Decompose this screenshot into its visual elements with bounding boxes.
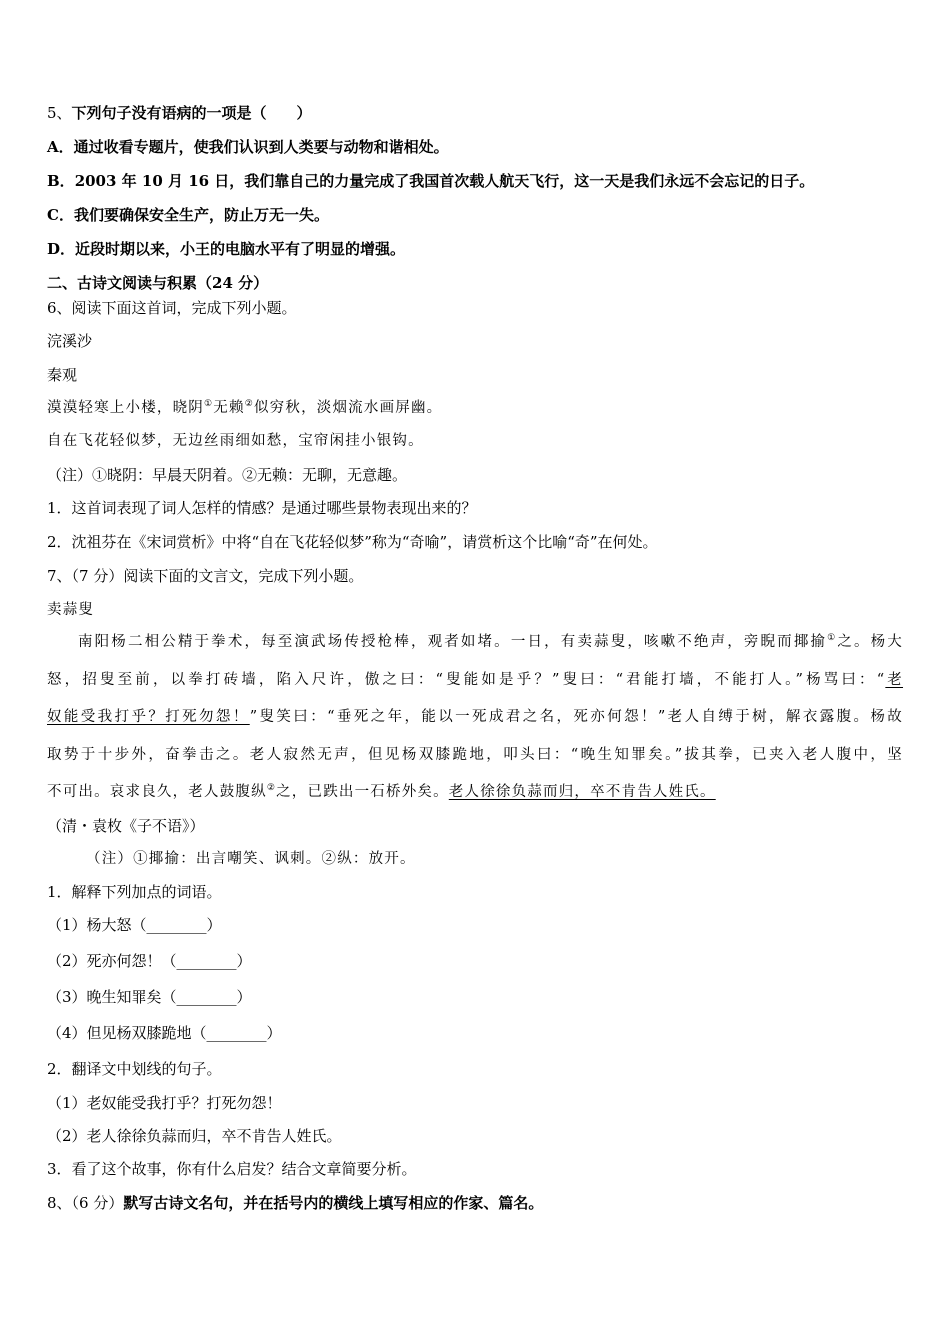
underlined-sentence: 奴能受我打乎？打死勿怨！ bbox=[47, 709, 250, 725]
q7-sub-3: 3．看了这个故事，你有什么启发？结合文章简要分析。 bbox=[47, 1160, 417, 1178]
poem-title: 浣溪沙 bbox=[47, 332, 93, 350]
footnote-marker: ① bbox=[827, 633, 838, 643]
q7-sub-1-item: （1）杨大怒（________） bbox=[47, 916, 222, 934]
poem-note: （注）①晓阴：早晨天阴着。②无赖：无聊，无意趣。 bbox=[47, 466, 408, 484]
q7-sub-1-item: （4）但见杨双膝跪地（________） bbox=[47, 1024, 282, 1042]
footnote-marker: ① bbox=[204, 399, 214, 409]
q7-intro: 7、（7 分）阅读下面的文言文，完成下列小题。 bbox=[47, 567, 364, 585]
passage-title: 卖蒜叟 bbox=[47, 602, 95, 618]
poem-line-1: 漠漠轻寒上小楼，晓阴①无赖②似穷秋，淡烟流水画屏幽。 bbox=[47, 399, 443, 416]
q7-sub-1: 1．解释下列加点的词语。 bbox=[47, 883, 222, 901]
q7-sub-1-item: （3）晚生知罪矣（________） bbox=[47, 988, 252, 1006]
poem-line-2: 自在飞花轻似梦，无边丝雨细如愁，宝帘闲挂小银钩。 bbox=[47, 433, 424, 449]
q5-option-c: C．我们要确保安全生产，防止万无一失。 bbox=[47, 206, 329, 224]
passage-line-4: 取势于十步外，奋拳击之。老人寂然无声，但见杨双膝跪地，叩头曰：“晚生知罪矣。”拔其拳，已夹入老人腹中，坚 bbox=[47, 747, 903, 763]
q8-text: 默写古诗文名句，并在括号内的横线上填写相应的作家、篇名。 bbox=[123, 1194, 544, 1212]
footnote-marker: ② bbox=[244, 399, 254, 409]
poem-author: 秦观 bbox=[47, 366, 78, 384]
q5-option-a: A．通过收看专题片，使我们认识到人类要与动物和谐相处。 bbox=[47, 138, 449, 156]
footnote-marker: ② bbox=[266, 783, 277, 793]
section-heading: 二、古诗文阅读与积累（24 分） bbox=[47, 274, 269, 292]
q6-sub-2: 2．沈祖芬在《宋词赏析》中将“自在飞花轻似梦”称为“奇喻”，请赏析这个比喻“奇”在何处。 bbox=[47, 533, 658, 551]
q7-sub-2: 2．翻译文中划线的句子。 bbox=[47, 1060, 222, 1078]
underlined-sentence: 老人徐徐负蒜而归，卒不肯告人姓氏。 bbox=[448, 784, 716, 800]
q5-option-d: D．近段时期以来，小王的电脑水平有了明显的增强。 bbox=[47, 240, 406, 258]
passage-line-5: 不可出。哀求良久，老人鼓腹纵②之，已跌出一石桥外矣。老人徐徐负蒜而归，卒不肯告人姓氏。 bbox=[47, 783, 716, 800]
q6-intro: 6、阅读下面这首词，完成下列小题。 bbox=[47, 299, 297, 317]
passage-line-3: 奴能受我打乎？打死勿怨！”叟笑曰：“垂死之年，能以一死成君之名，死亦何怨！”老人自缚于树，解衣露腹。杨故 bbox=[47, 709, 903, 725]
passage-source: （清・袁枚《子不语》） bbox=[47, 817, 205, 835]
q5-number: 5、 bbox=[47, 104, 72, 122]
passage-line-2: 怒，招叟至前，以拳打砖墙，陷入尺许，傲之曰：“叟能如是乎？”叟曰：“君能打墙，不能打人。”杨骂曰：“老 bbox=[47, 672, 904, 688]
passage-note: （注）①揶揄：出言嘲笑、讽刺。②纵：放开。 bbox=[86, 851, 416, 867]
q5-title bbox=[47, 103, 312, 123]
q8-title bbox=[47, 1193, 543, 1213]
underlined-sentence: 老 bbox=[885, 672, 904, 688]
q7-sub-1-item: （2）死亦何怨！（________） bbox=[47, 952, 252, 970]
q7-sub-2-item: （1）老奴能受我打乎？打死勿怨！ bbox=[47, 1094, 282, 1112]
q5-title-text: 下列句子没有语病的一项是（ ） bbox=[71, 104, 312, 122]
q6-sub-1: 1．这首词表现了词人怎样的情感？是通过哪些景物表现出来的？ bbox=[47, 499, 477, 517]
q8-number: 8、（6 分） bbox=[47, 1194, 124, 1212]
passage-line-1: 南阳杨二相公精于拳术，每至演武场传授枪棒，观者如堵。一日，有卖蒜叟，咳嗽不绝声，旁睨而揶揄①之。杨大 bbox=[78, 633, 903, 650]
q5-option-b: B．2003 年 10 月 16 日，我们靠自己的力量完成了我国首次载人航天飞行，这一天是我们永远不会忘记的日子。 bbox=[47, 172, 815, 190]
q7-sub-2-item: （2）老人徐徐负蒜而归，卒不肯告人姓氏。 bbox=[47, 1127, 342, 1145]
